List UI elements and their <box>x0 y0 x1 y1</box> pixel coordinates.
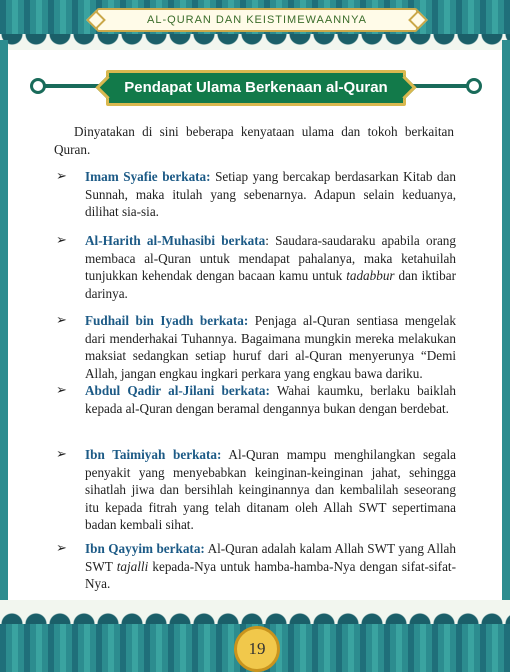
bullet-arrow-icon: ➢ <box>56 446 67 461</box>
item-text <box>85 382 456 417</box>
quote-text: Setiap yang bercakap berdasarkan Kitab dan Sunnah, maka itulah yang sebenarnya. Adapun selain keduanya, dilihat sia-sia. <box>85 169 456 219</box>
emphasis-term: tajalli <box>116 558 149 574</box>
section-title: Pendapat Ulama Berkenaan al-Quran <box>106 70 406 106</box>
bullet-arrow-icon: ➢ <box>56 232 67 247</box>
quote-text: Al-Quran adalah kalam Allah SWT yang Allah SWT <box>85 541 457 574</box>
emphasis-term: tadabbur <box>346 268 395 283</box>
speaker-name: Ibn Taimiyah berkata: <box>85 447 222 462</box>
running-header: AL-QURAN DAN KEISTIMEWAANNYA <box>96 8 418 32</box>
speaker-name: Fudhail bin Iyadh berkata: <box>85 313 249 328</box>
page-number: 19 <box>234 626 280 672</box>
quote-text: : Saudara-saudaraku apabila orang membaca al-Quran untuk mendapat pahalanya, maka ketahuilah tunjukkan kehendak dengan bacaan kamu untuk <box>85 233 456 283</box>
bullet-arrow-icon: ➢ <box>56 168 67 183</box>
quote-text: Al-Quran mampu menghilangkan segala penyakit yang menyebabkan keinginan-keinginan jahat, sehingga sihatlah jiwa dan bersihlah keinginannya dan kembalilah seseorang itu kepada fitrah yang telah ditanam oleh Allah SWT sepertimana badan kembali sihat. <box>85 447 456 532</box>
intro-paragraph: Dinyatakan di sini beberapa kenyataan ulama dan tokoh berkaitan Quran. <box>54 124 454 157</box>
item-text <box>85 168 456 221</box>
speaker-name: Imam Syafie berkata: <box>85 169 211 184</box>
quote-text-end: kepada-Nya untuk hamba-hamba-Nya dengan sifat-sifat-Nya. <box>85 558 456 591</box>
quote-text: Penjaga al-Quran sentiasa mengelak dari menderhakai Tuhannya. Bagaimana mungkin mereka melakukan maksiat sedangkan setiap huruf dari al-Quran menyerunya “Demi Allah, jangan engkau ingkari perkara yang engkau bawa dariku. <box>85 313 456 381</box>
speaker-name: Abdul Qadir al-Jilani berkata: <box>85 383 270 398</box>
item-text <box>85 540 456 593</box>
right-ornament-border <box>502 40 510 600</box>
speaker-name: Ibn Qayyim berkata: <box>85 541 205 556</box>
left-ornament-border <box>0 40 8 600</box>
bullet-arrow-icon: ➢ <box>56 382 67 397</box>
bullet-arrow-icon: ➢ <box>56 312 67 327</box>
ribbon-left-dot <box>30 78 46 94</box>
ribbon-right-dot <box>466 78 482 94</box>
quote-text-end: dan iktibar darinya. <box>85 268 456 301</box>
quote-text: Wahai kaumku, berlaku baiklah kepada al-Quran dengan beramal dengannya bukan dengan berdebat. <box>85 383 456 416</box>
speaker-name: Al-Harith al-Muhasibi berkata <box>85 233 266 248</box>
item-text <box>85 232 456 302</box>
bullet-arrow-icon: ➢ <box>56 540 67 555</box>
item-text <box>85 446 456 534</box>
item-text <box>85 312 456 382</box>
